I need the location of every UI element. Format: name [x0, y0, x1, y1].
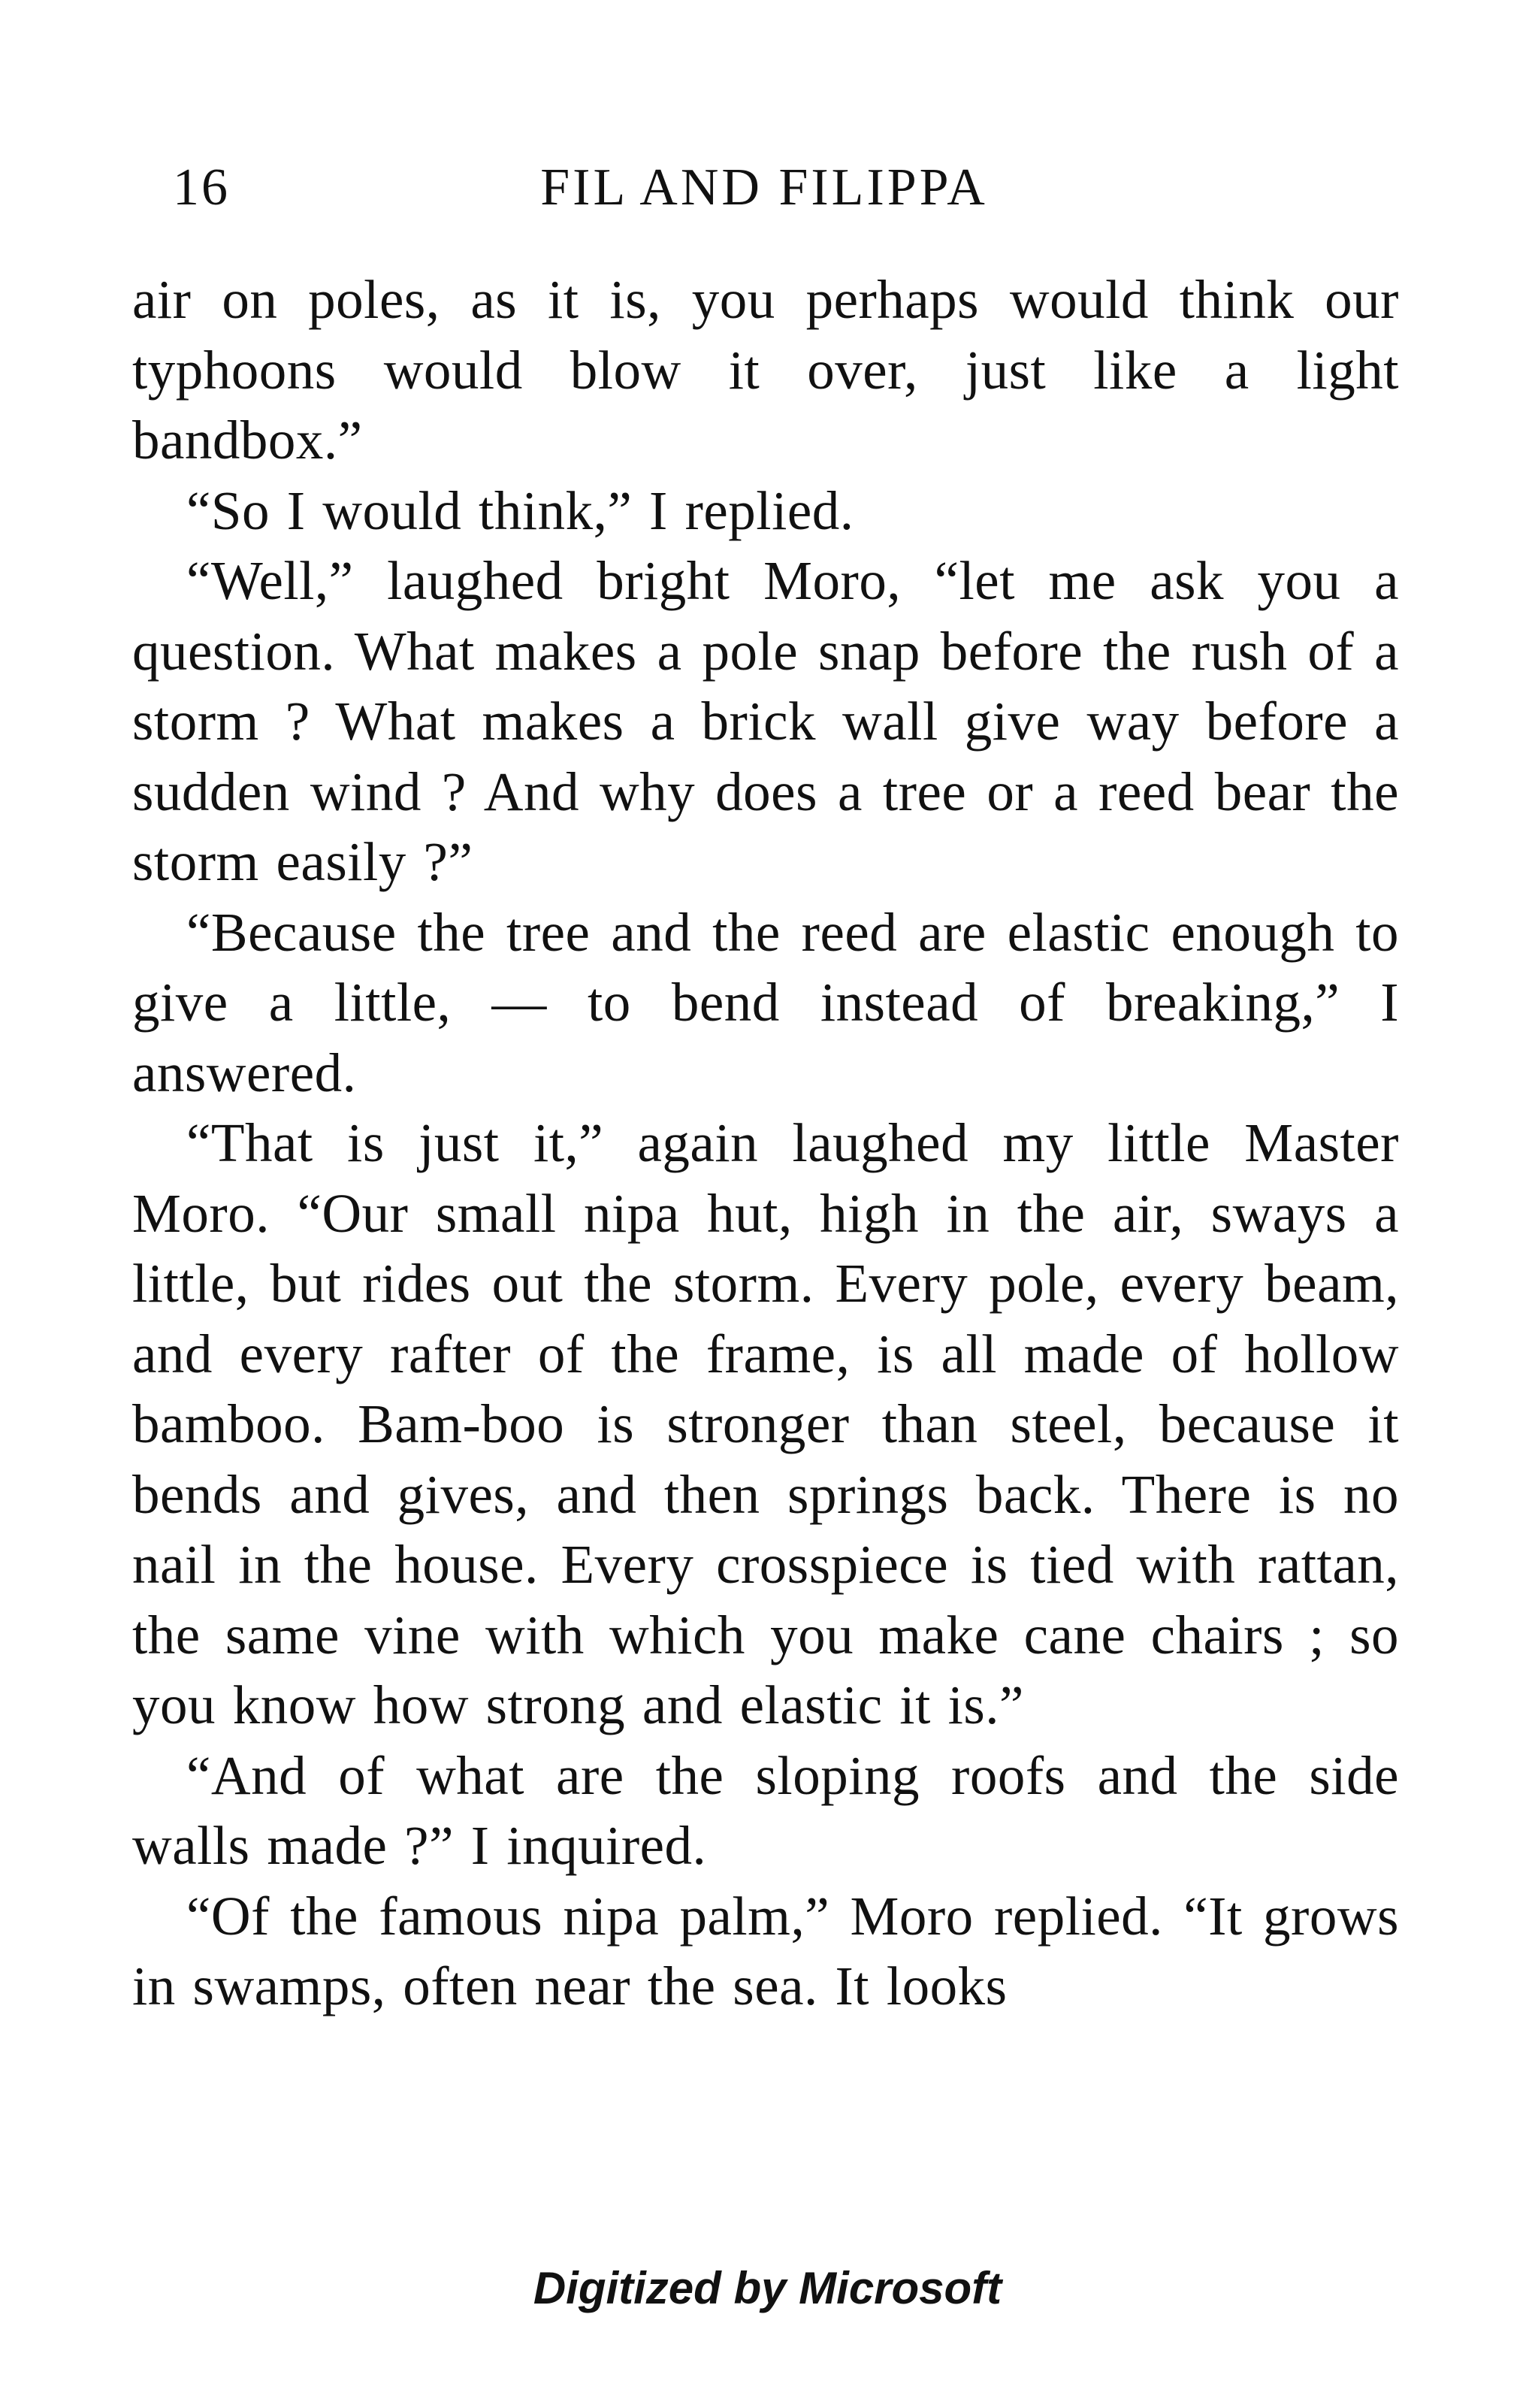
page-number: 16 [173, 159, 230, 216]
page-header [129, 150, 1399, 233]
paragraph: “So I would think,” I replied. [186, 479, 854, 541]
paragraph: “Of the famous nipa palm,” Moro replied. “It grows in swamps, often near the sea. It looks [132, 1885, 1399, 2016]
digitization-watermark: Digitized by Microsoft [533, 2263, 1002, 2313]
running-title: FIL AND FILIPPA [540, 159, 988, 216]
paragraph: “Well,” laughed bright Moro, “let me ask you a question. What makes a pole snap before the rush of a storm ? What makes a brick wall give way before a sudden wind ? And why does a tree or a reed bear the storm easily ?” [132, 550, 1399, 892]
paragraph: “Because the tree and the reed are elastic enough to give a little, — to bend instead of breaking,” I answered. [132, 901, 1399, 1103]
paragraph: “And of what are the sloping roofs and the side walls made ?” I inquired. [132, 1744, 1399, 1876]
paragraph-continued: air on poles, as it is, you perhaps would think our typhoons would blow it over, just like a light bandbox.” [132, 269, 1399, 470]
body-text [132, 265, 1399, 2022]
paragraph: “That is just it,” again laughed my little Master Moro. “Our small nipa hut, high in the air, sways a little, but rides out the storm. Every pole, every beam, and every rafter of the frame, is all made of hollow bamboo. Bam-boo is stronger than steel, because it bends and gives, and then springs back. There is no nail in the house. Every crosspiece is tied with rattan, the same vine with which you make cane chairs ; so you know how strong and elastic it is.” [132, 1112, 1399, 1735]
